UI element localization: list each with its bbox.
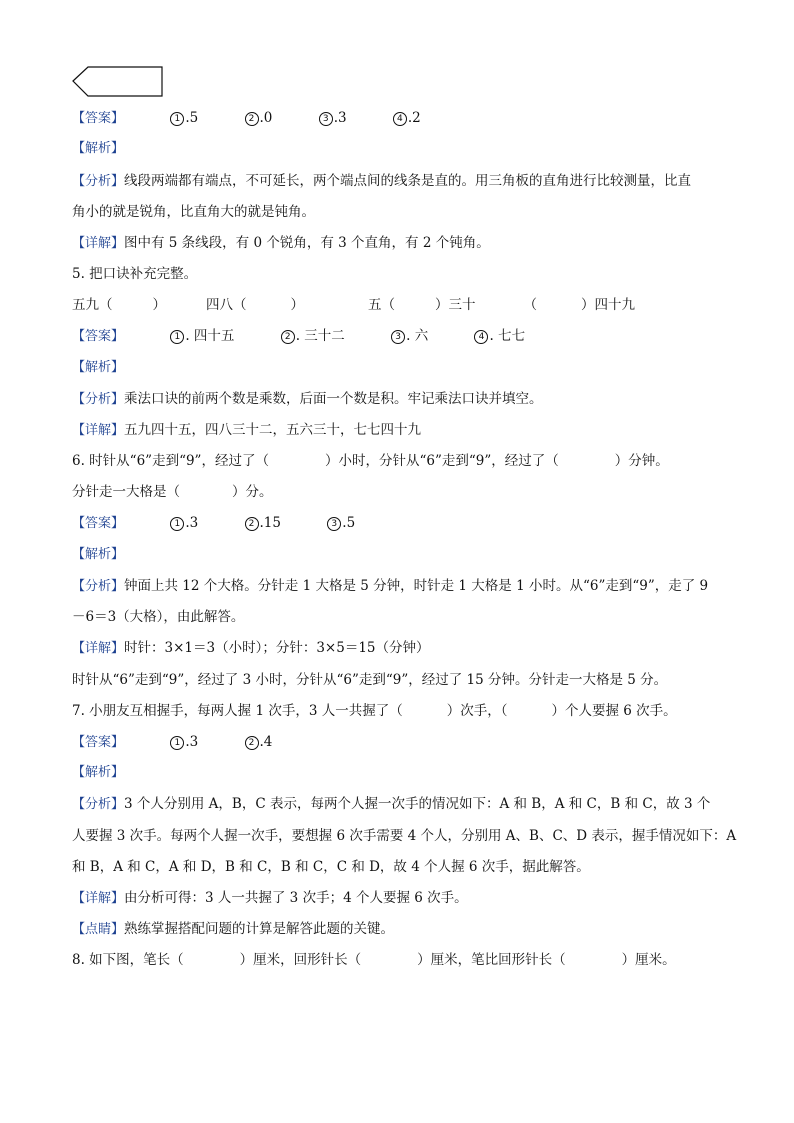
jiexi-tag: 【解析】 (72, 547, 125, 562)
answer-1: 1 .3 (170, 732, 198, 752)
answer-4: 4 . 七七 (474, 326, 525, 346)
answer-3: 3 . 六 (391, 326, 428, 346)
q7-fenxi-1: 【分析】3 个人分别用 A，B，C 表示，每两个人握一次手的情况如下：A 和 B，A 和 C，B 和 C，故 3 个 (72, 796, 711, 812)
q5-blanks: 五九（ ） 四八（ ） 五（ ）三十 （ ）四十九 (72, 297, 635, 313)
q6-title-2: 分针走一大格是（ ）分。 (72, 484, 273, 500)
answer-2: 2 .15 (245, 513, 281, 533)
q4-fenxi-2: 角小的就是锐角，比直角大的就是钝角。 (72, 204, 315, 220)
q4-fenxi-1: 【分析】线段两端都有端点，不可延长，两个端点间的线条是直的。用三角板的直角进行比较测量，比直 (72, 173, 692, 189)
answer-2: 2 . 三十二 (281, 326, 345, 346)
q7-xiangjie: 【详解】由分析可得：3 人一共握了 3 次手；4 个人要握 6 次手。 (72, 890, 468, 906)
q7-answer-line: 【答案】 1 .3 2 .4 (72, 734, 273, 750)
answer-2: 2 .4 (245, 732, 273, 752)
q7-dianjing: 【点睛】熟练掌握搭配问题的计算是解答此题的关键。 (72, 921, 395, 937)
answer-3: 3 .5 (327, 513, 355, 533)
answer-3: 3 .3 (319, 108, 347, 128)
answer-1: 1 .5 (170, 108, 198, 128)
q6-fenxi-2: －6＝3（大格），由此解答。 (72, 609, 245, 625)
q6-title: 6. 时针从“6”走到“9”，经过了（ ）小时，分针从“6”走到“9”，经过了（ ）分钟。 (72, 453, 669, 469)
jiexi-tag: 【解析】 (72, 765, 125, 780)
q6-fenxi-1: 【分析】钟面上共 12 个大格。分针走 1 大格是 5 分钟，时针走 1 大格是 1 小时。从“6”走到“9”，走了 9 (72, 578, 709, 594)
q6-xiangjie-2: 时针从“6”走到“9”，经过了 3 小时，分针从“6”走到“9”，经过了 15 分钟。分针走一大格是 5 分。 (72, 672, 668, 688)
q4-xiangjie: 【详解】图中有 5 条线段，有 0 个锐角，有 3 个直角，有 2 个钝角。 (72, 235, 490, 251)
answer-tag: 【答案】 (72, 111, 125, 126)
answer-4: 4 .2 (393, 108, 421, 128)
answer-1: 1 .3 (170, 513, 198, 533)
q4-answer-line (72, 108, 421, 129)
answer-2: 2 .0 (245, 108, 273, 128)
q6-xiangjie-1: 【详解】时针：3×1＝3（小时）；分针：3×5＝15（分钟） (72, 640, 430, 656)
pentagon-shape (72, 66, 164, 102)
q5-answer-line: 【答案】 1 . 四十五 2 . 三十二 3 . 六 4 . 七七 (72, 328, 526, 344)
q7-title: 7. 小朋友互相握手，每两人握 1 次手，3 人一共握了（ ）次手，（ ）个人要握 6 次手。 (72, 703, 677, 719)
q7-fenxi-2: 人要握 3 次手。每两个人握一次手，要想握 6 次手需要 4 个人，分别用 A、B、C、D 表示，握手情况如下：A (72, 828, 737, 844)
q7-fenxi-3: 和 B，A 和 C，A 和 D，B 和 C，B 和 C，C 和 D，故 4 个人握 6 次手，据此解答。 (72, 859, 590, 875)
q6-answer-line: 【答案】 1 .3 2 .15 3 .5 (72, 515, 356, 531)
jiexi-tag: 【解析】 (72, 141, 125, 156)
q5-title: 5. 把口诀补充完整。 (72, 266, 198, 282)
q5-xiangjie: 【详解】五九四十五，四八三十二，五六三十，七七四十九 (72, 422, 422, 438)
q5-fenxi: 【分析】乘法口诀的前两个数是乘数，后面一个数是积。牢记乘法口诀并填空。 (72, 391, 543, 407)
jiexi-tag: 【解析】 (72, 360, 125, 375)
q8-title: 8. 如下图，笔长（ ）厘米，回形针长（ ）厘米，笔比回形针长（ ）厘米。 (72, 952, 676, 968)
answer-1: 1 . 四十五 (170, 326, 234, 346)
